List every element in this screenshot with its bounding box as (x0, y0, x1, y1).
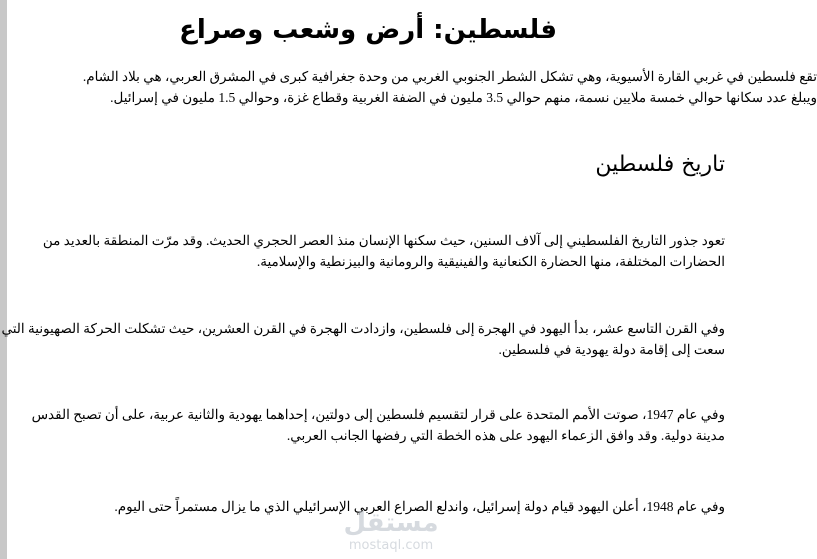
intro-paragraph (82, 66, 817, 108)
intro-line-2: ويبلغ عدد سكانها حوالي خمسة ملايين نسمة، منهم حوالي 3.5 مليون في الضفة الغربية وقطاع غزة، وحوالي 1.5 مليون في إسرائيل. (110, 90, 817, 105)
paragraph-line: تعود جذور التاريخ الفلسطيني إلى آلاف السنين، حيث سكنها الإنسان منذ العصر الحجري الحديث. وقد مرّت المنطقة بالعديد من (42, 233, 725, 248)
paragraph-line: وفي عام 1948، أعلن اليهود قيام دولة إسرائيل، واندلع الصراع العربي الإسرائيلي الذي ما يزال مستمراً حتى اليوم. (114, 499, 725, 514)
history-paragraph-19th-century (1, 318, 725, 360)
watermark-site: mostaql.com (348, 538, 434, 553)
document-page (1, 0, 817, 559)
paragraph-line: وفي القرن التاسع عشر، بدأ اليهود في الهجرة إلى فلسطين، وازدادت الهجرة في القرن العشرين، حيث تشكلت الحركة الصهيونية التي (1, 321, 725, 336)
history-paragraph-1947 (31, 404, 725, 446)
watermark-logo: مستقل (343, 508, 439, 538)
paragraph-line: الحضارات المختلفة، منها الحضارة الكنعانية والفينيقية والرومانية والبيزنطية والإسلامية. (256, 254, 725, 269)
paragraph-line: سعت إلى إقامة دولة يهودية في فلسطين. (498, 342, 725, 357)
paragraph-line: وفي عام 1947، صوتت الأمم المتحدة على قرار لتقسيم فلسطين إلى دولتين، إحداهما يهودية والثانية عربية، على أن تصبح القدس (31, 407, 725, 422)
history-heading: تاريخ فلسطين (595, 152, 725, 177)
page-left-edge (0, 0, 7, 559)
paragraph-line: مدينة دولية. وقد وافق الزعماء اليهود على هذه الخطة التي رفضها الجانب العربي. (286, 428, 725, 443)
history-paragraph-ancient (42, 230, 725, 272)
intro-line-1: تقع فلسطين في غربي القارة الأسيوية، وهي تشكل الشطر الجنوبي الغربي من وحدة جغرافية كبرى في المشرق العربي، هي بلاد الشام. (82, 69, 817, 84)
mostaql-watermark (341, 508, 441, 558)
page-title: فلسطين: أرض وشعب وصراع (179, 15, 557, 45)
